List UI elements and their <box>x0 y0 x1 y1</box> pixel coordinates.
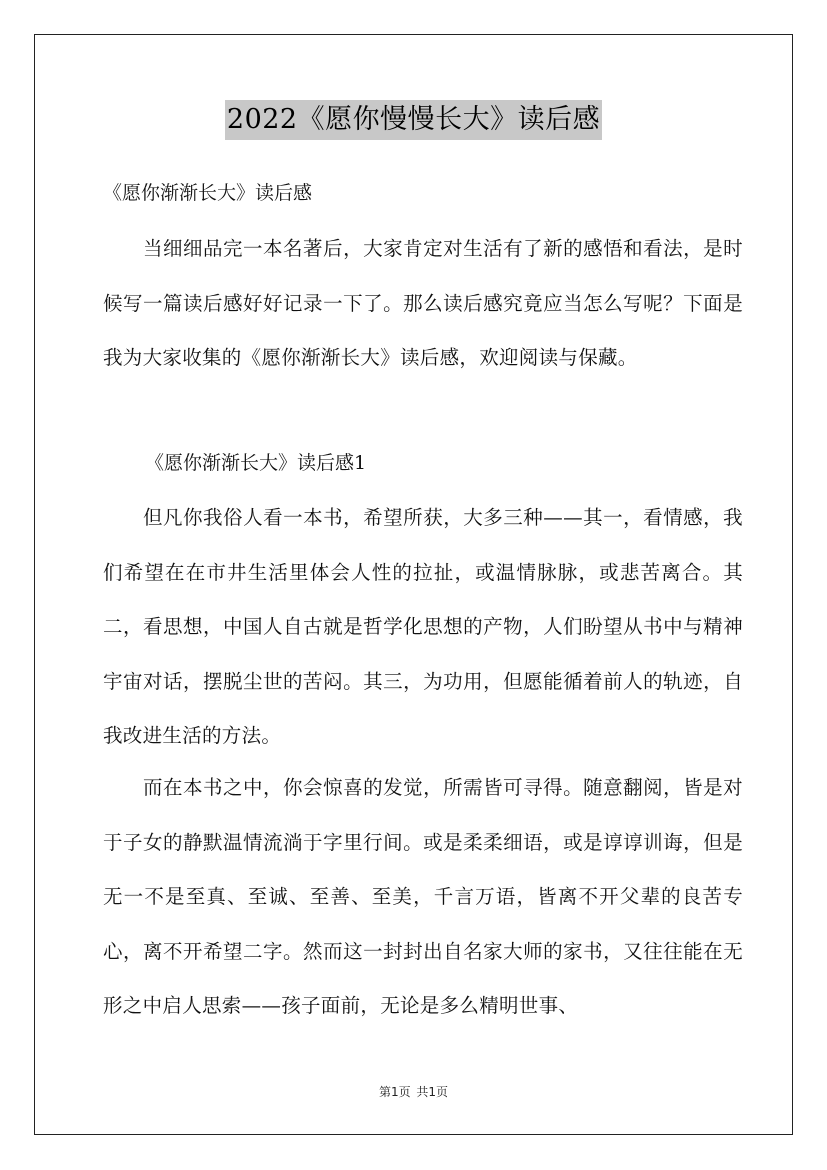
intro-paragraph: 当细细品完一本名著后，大家肯定对生活有了新的感悟和看法，是时候写一篇读后感好好记录一下了。那么读后感究竟应当怎么写呢？下面是我为大家收集的《愿你渐渐长大》读后感，欢迎阅读与保藏。 <box>103 237 743 369</box>
page-footer <box>0 1083 827 1101</box>
body-paragraph-2: 而在本书之中，你会惊喜的发觉，所需皆可寻得。随意翻阅，皆是对于子女的静默温情流淌于字里行间。或是柔柔细语，或是谆谆训诲，但是无一不是至真、至诚、至善、至美，千言万语，皆离不开父辈的良苦专心，离不开希望二字。然而这一封封出自名家大师的家书，又往往能在无形之中启人思索——孩子面前，无论是多么精明世事、 <box>103 776 743 1017</box>
document-subtitle: 《愿你渐渐长大》读后感 <box>103 182 313 204</box>
title-container <box>0 100 827 140</box>
page-number: 第1页 <box>378 1085 411 1099</box>
section-heading: 《愿你渐渐长大》读后感1 <box>145 452 367 474</box>
document-title: 2022《愿你慢慢长大》读后感 <box>225 100 602 140</box>
total-pages: 共1页 <box>416 1085 449 1099</box>
body-paragraph-1: 但凡你我俗人看一本书，希望所获，大多三种——其一，看情感，我们希望在在市井生活里体会人性的拉扯，或温情脉脉，或悲苦离合。其二，看思想，中国人自古就是哲学化思想的产物，人们盼望从书中与精神宇宙对话，摆脱尘世的苦闷。其三，为功用，但愿能循着前人的轨迹，自我改进生活的方法。 <box>103 506 743 747</box>
